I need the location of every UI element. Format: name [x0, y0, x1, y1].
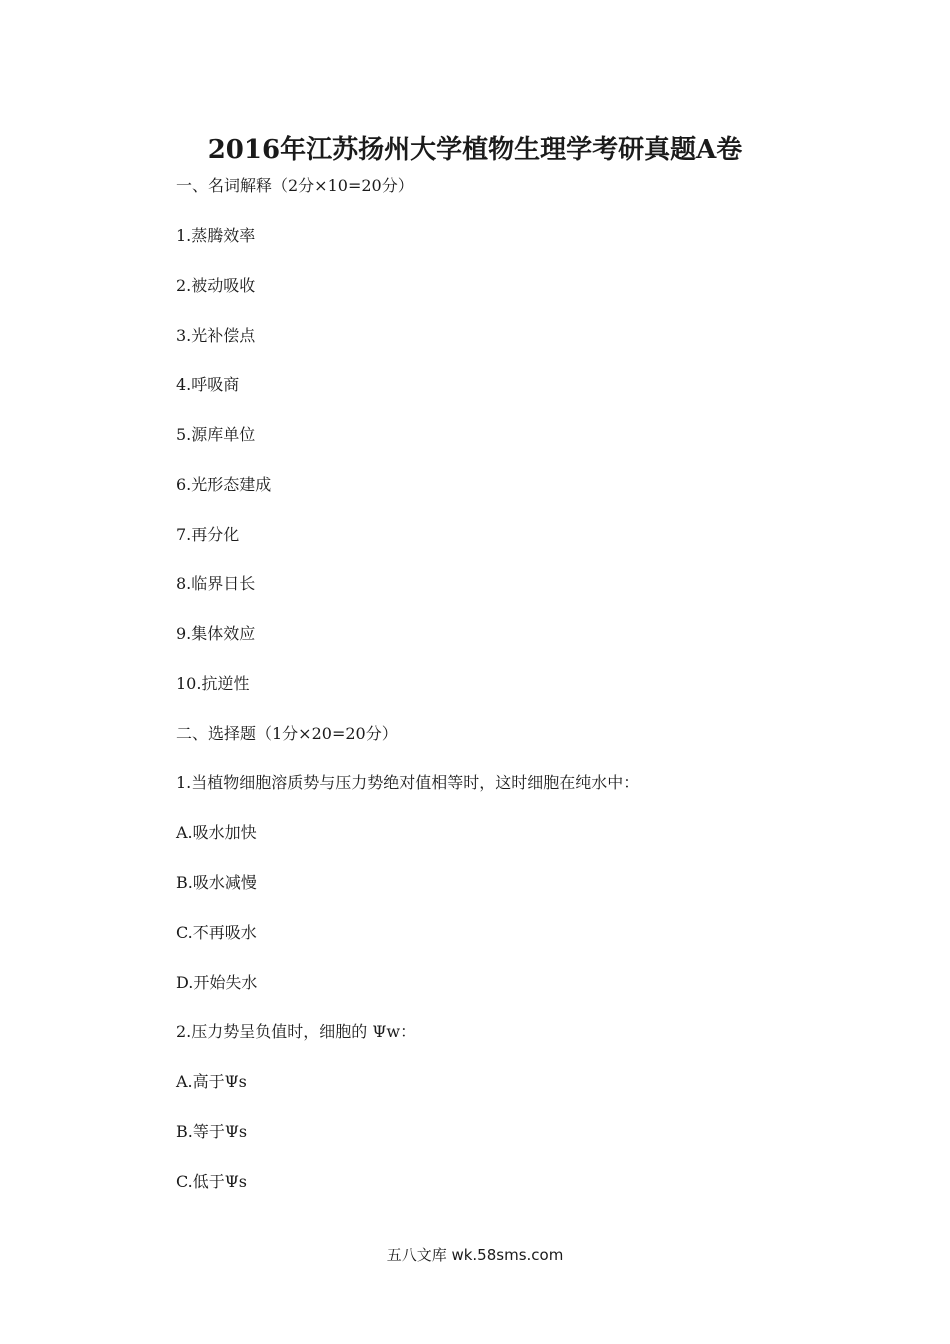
term-item: 8.临界日长 — [176, 574, 256, 593]
section-heading-choice: 二、选择题（1分×20=20分） — [176, 724, 398, 743]
term-item: 5.源库单位 — [176, 425, 256, 444]
option-item: B.吸水减慢 — [176, 873, 257, 892]
document-title: 2016年江苏扬州大学植物生理学考研真题A卷 — [207, 135, 743, 165]
option-item: C.不再吸水 — [176, 923, 257, 942]
term-item: 1.蒸腾效率 — [176, 226, 256, 245]
section-heading-terms: 一、名词解释（2分×10=20分） — [176, 176, 414, 195]
question-item: 2.压力势呈负值时，细胞的 Ψw： — [176, 1022, 417, 1041]
term-item: 2.被动吸收 — [176, 276, 256, 295]
term-item: 4.呼吸商 — [176, 375, 240, 394]
option-item: D.开始失水 — [176, 973, 258, 992]
question-item: 1.当植物细胞溶质势与压力势绝对值相等时，这时细胞在纯水中： — [176, 773, 640, 792]
term-item: 7.再分化 — [176, 525, 240, 544]
term-item: 3.光补偿点 — [176, 326, 256, 345]
page-footer: 五八文库 wk.58sms.com — [386, 1246, 564, 1264]
option-item: A.吸水加快 — [176, 823, 257, 842]
option-item: B.等于Ψs — [176, 1122, 248, 1141]
option-item: A.高于Ψs — [176, 1072, 247, 1091]
term-item: 10.抗逆性 — [176, 674, 250, 693]
option-item: C.低于Ψs — [176, 1172, 248, 1191]
term-item: 9.集体效应 — [176, 624, 256, 643]
term-item: 6.光形态建成 — [176, 475, 272, 494]
